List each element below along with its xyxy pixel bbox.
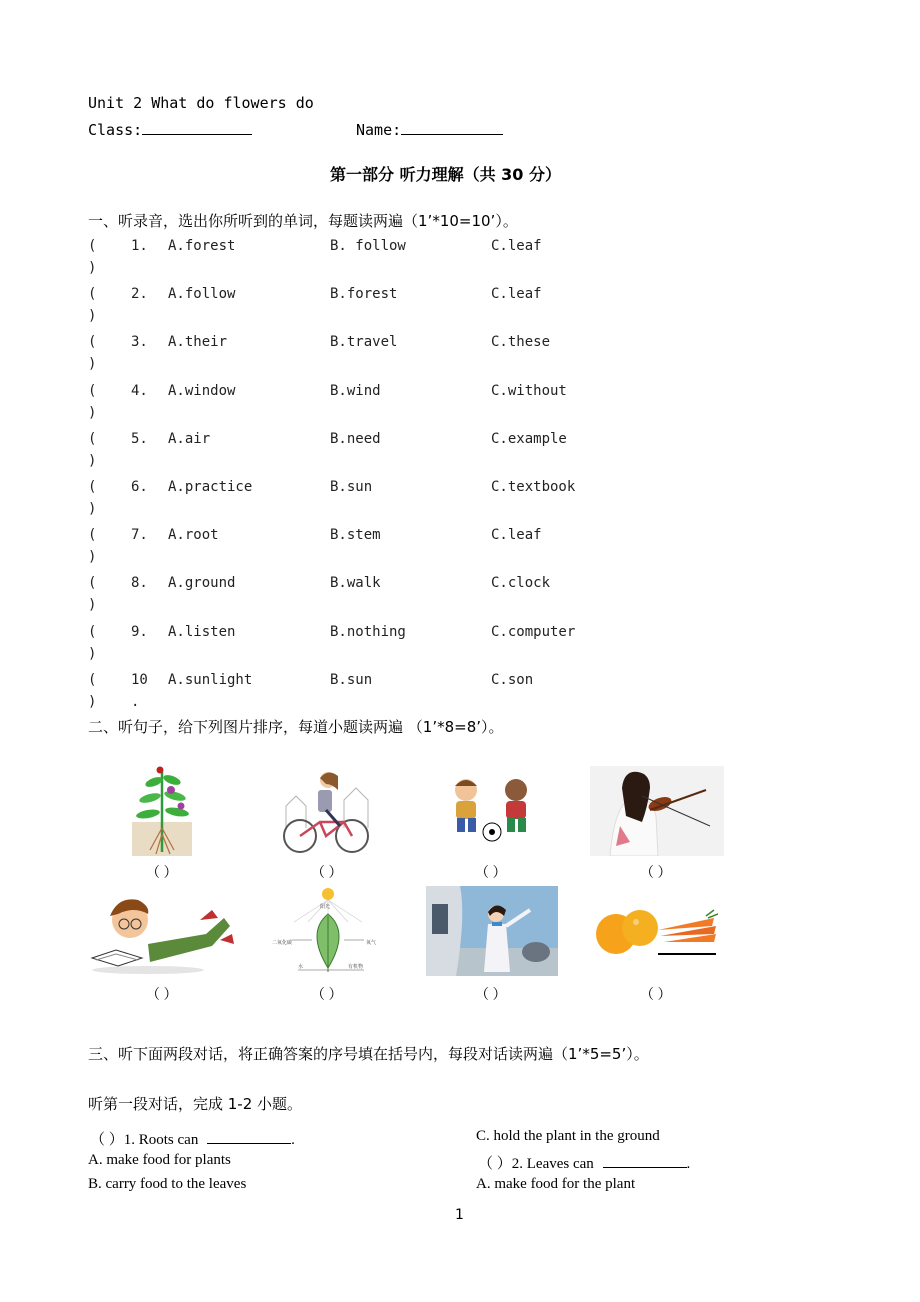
answer-paren-open[interactable]: ( xyxy=(88,624,97,640)
picture-7-answer[interactable]: （ ） xyxy=(475,988,507,1003)
diagram-label-oxygen: 氧气 xyxy=(366,940,377,946)
answer-paren-open[interactable]: ( xyxy=(88,672,97,688)
option-c[interactable]: C.leaf xyxy=(491,527,542,543)
question-1-option-c: C. hold the plant in the ground xyxy=(476,1128,660,1144)
option-c[interactable]: C.without xyxy=(491,383,567,399)
question-2-period: . xyxy=(686,1156,691,1172)
item-number: 6. xyxy=(131,479,148,495)
option-a[interactable]: A.root xyxy=(168,527,219,543)
plant-image xyxy=(132,766,192,856)
answer-paren-close[interactable]: ) xyxy=(88,646,97,662)
option-b[interactable]: B.travel xyxy=(330,334,398,350)
answer-paren-close[interactable]: ) xyxy=(88,356,97,372)
option-c[interactable]: C.clock xyxy=(491,575,551,591)
diagram-label-sunlight: 阳光 xyxy=(320,904,331,910)
item-number: 4. xyxy=(131,383,148,399)
girl-violin-image xyxy=(590,766,724,856)
answer-paren-close[interactable]: ) xyxy=(88,501,97,517)
item-number: 7. xyxy=(131,527,148,543)
option-b[interactable]: B.stem xyxy=(330,527,381,543)
option-c[interactable]: C.leaf xyxy=(491,286,542,302)
option-c[interactable]: C.leaf xyxy=(491,238,542,254)
option-a[interactable]: A.practice xyxy=(168,479,253,495)
option-c[interactable]: C.son xyxy=(491,672,534,688)
answer-paren-close[interactable]: ) xyxy=(88,260,97,276)
option-b[interactable]: B.sun xyxy=(330,479,373,495)
item-number: 8. xyxy=(131,575,148,591)
option-c[interactable]: C.example xyxy=(491,431,567,447)
answer-paren-open[interactable]: ( xyxy=(88,238,97,254)
picture-6-answer[interactable]: （ ） xyxy=(311,988,343,1003)
answer-paren-close[interactable]: ) xyxy=(88,453,97,469)
item-10-dot: . xyxy=(131,694,140,710)
picture-8-answer[interactable]: （ ） xyxy=(640,988,672,1003)
item-number: 1. xyxy=(131,238,148,254)
answer-paren-open[interactable]: ( xyxy=(88,334,97,350)
question-2-blank[interactable] xyxy=(603,1153,687,1168)
picture-4-answer[interactable]: （ ） xyxy=(640,866,672,881)
name-label: Name: xyxy=(356,121,402,139)
question-2-text: （ ）2. Leaves can xyxy=(478,1156,594,1172)
option-a[interactable]: A.air xyxy=(168,431,211,447)
answer-paren-close[interactable]: ) xyxy=(88,694,97,710)
oranges-carrots-image xyxy=(594,900,718,956)
answer-paren-open[interactable]: ( xyxy=(88,383,97,399)
option-a[interactable]: A.forest xyxy=(168,238,236,254)
option-b[interactable]: B.wind xyxy=(330,383,381,399)
woman-airplane-image xyxy=(426,886,558,976)
option-b[interactable]: B.need xyxy=(330,431,381,447)
question-1-blank[interactable] xyxy=(207,1129,291,1144)
answer-paren-open[interactable]: ( xyxy=(88,575,97,591)
worksheet-title: Unit 2 What do flowers do xyxy=(88,94,314,112)
answer-paren-close[interactable]: ) xyxy=(88,308,97,324)
diagram-label-co2: 二氧化碳 xyxy=(272,940,293,946)
picture-2-answer[interactable]: （ ） xyxy=(311,866,343,881)
picture-5-answer[interactable]: （ ） xyxy=(146,988,178,1003)
question-2-option-a: A. make food for the plant xyxy=(476,1176,636,1192)
item-number: 3. xyxy=(131,334,148,350)
item-number: 2. xyxy=(131,286,148,302)
item-number: 5. xyxy=(131,431,148,447)
option-a[interactable]: A.ground xyxy=(168,575,236,591)
leaf-diagram-image xyxy=(268,886,380,976)
section1-heading: 一、听录音，选出你所听到的单词，每题读两遍（1’*10=10’）。 xyxy=(88,212,518,230)
picture-3-answer[interactable]: （ ） xyxy=(475,866,507,881)
question-1-option-a: A. make food for plants xyxy=(88,1152,231,1168)
class-blank[interactable] xyxy=(142,119,252,135)
option-c[interactable]: C.computer xyxy=(491,624,576,640)
answer-paren-close[interactable]: ) xyxy=(88,549,97,565)
option-b[interactable]: B.nothing xyxy=(330,624,406,640)
question-1-text: （ ）1. Roots can xyxy=(90,1132,199,1148)
option-b[interactable]: B.walk xyxy=(330,575,381,591)
part-title: 第一部分 听力理解（共 30 分） xyxy=(330,165,561,184)
answer-paren-open[interactable]: ( xyxy=(88,479,97,495)
option-b[interactable]: B.forest xyxy=(330,286,398,302)
question-1 xyxy=(90,1128,295,1149)
option-a[interactable]: A.follow xyxy=(168,286,236,302)
picture-1-answer[interactable]: （ ） xyxy=(146,866,178,881)
page-number: 1 xyxy=(455,1207,464,1223)
answer-paren-open[interactable]: ( xyxy=(88,286,97,302)
section3-heading: 三、听下面两段对话，将正确答案的序号填在括号内，每段对话读两遍（1’*5=5’）。 xyxy=(88,1045,649,1063)
diagram-label-organic: 有机物 xyxy=(348,964,364,970)
answer-paren-close[interactable]: ) xyxy=(88,405,97,421)
option-b[interactable]: B. follow xyxy=(330,238,406,254)
item-number: 10 xyxy=(131,672,148,688)
question-1-period: . xyxy=(291,1132,295,1148)
diagram-label-water: 水 xyxy=(298,964,304,970)
name-blank[interactable] xyxy=(401,119,503,135)
question-2 xyxy=(478,1152,690,1173)
option-a[interactable]: A.their xyxy=(168,334,228,350)
answer-paren-open[interactable]: ( xyxy=(88,431,97,447)
option-a[interactable]: A.listen xyxy=(168,624,236,640)
option-c[interactable]: C.textbook xyxy=(491,479,576,495)
section2-heading: 二、听句子，给下列图片排序，每道小题读两遍 （1’*8=8’）。 xyxy=(88,718,504,736)
girl-bicycle-image xyxy=(282,766,374,858)
section3-subheading: 听第一段对话，完成 1-2 小题。 xyxy=(88,1095,303,1113)
option-b[interactable]: B.sun xyxy=(330,672,373,688)
item-number: 9. xyxy=(131,624,148,640)
name-field xyxy=(356,119,503,139)
class-label: Class: xyxy=(88,121,143,139)
answer-paren-open[interactable]: ( xyxy=(88,527,97,543)
boys-football-image xyxy=(446,776,538,842)
option-a[interactable]: A.window xyxy=(168,383,236,399)
class-field xyxy=(88,119,252,139)
option-a[interactable]: A.sunlight xyxy=(168,672,253,688)
option-c[interactable]: C.these xyxy=(491,334,551,350)
question-1-option-b: B. carry food to the leaves xyxy=(88,1176,247,1192)
boy-reading-image xyxy=(88,890,234,976)
answer-paren-close[interactable]: ) xyxy=(88,597,97,613)
